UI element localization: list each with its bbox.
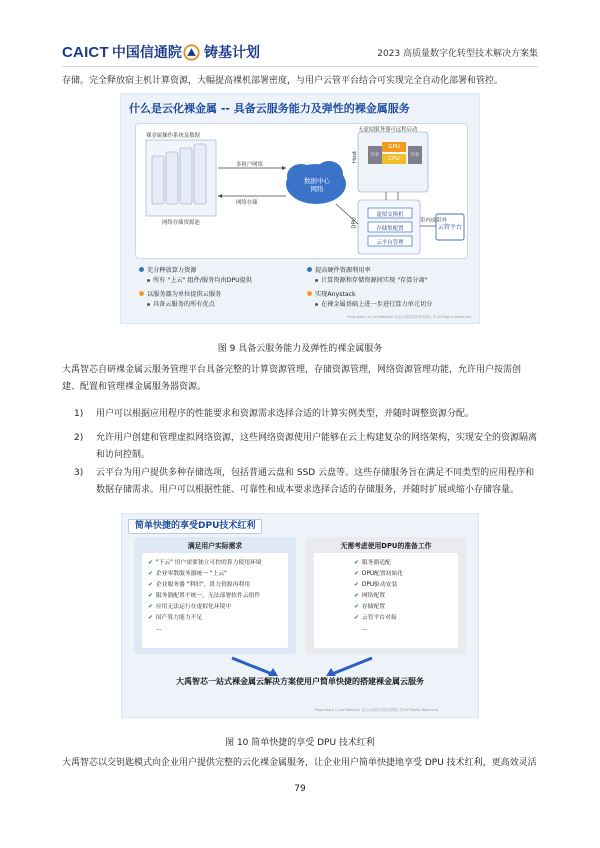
dpu-virtual-switch: 虚拟交换机 — [376, 212, 404, 218]
check-icon: ✔ — [148, 571, 153, 577]
label-host-remote-boot: 无虚拟服务器可远程启动 — [358, 127, 418, 133]
figure-10-left-column — [134, 537, 296, 654]
left-column-heading: 满足用户实际需求 — [187, 542, 243, 550]
zhuji-logo-text: 铸基计划 — [204, 45, 260, 61]
list-item: ✔ 网络配置 — [354, 593, 386, 599]
label-dpu: DPU — [351, 217, 358, 229]
intro-paragraph: 存储。完全释放宿主机计算资源，大幅提高裸机部署密度，与用户云管平台结合可实现完全自动化部署和管控。 — [62, 76, 504, 86]
label-dc-network: 数据中心网络 — [304, 177, 330, 193]
closing-paragraph: 大禹智芯以交钥匙模式向企业用户提供完整的云化裸金属服务，让企业用户简单快捷地享受 DPU 技术红利，更高效灵活 — [62, 758, 537, 768]
list-item: ✔ 企业零散服务器统一 "上云" — [148, 571, 227, 577]
list-item: ... — [156, 626, 162, 632]
figure-9-title: 什么是云化裸金属 -- 具备云服务能力及弹性的裸金属服务 — [129, 102, 410, 115]
document-title: 2023 高质量数字化转型技术解决方案集 — [377, 49, 538, 59]
list-item — [62, 406, 538, 423]
figure-10-caption: 图 10 简单快捷的享受 DPU 技术红利 — [225, 738, 375, 748]
list-item: ✔ DPU配置初始化 — [354, 571, 404, 577]
list-item — [62, 465, 538, 499]
chip-memory-right: 内存 — [410, 153, 420, 158]
label-net-storage: 网络存储 — [236, 200, 258, 206]
f9-bullet-left-3: 以服务器为单位提供云服务 — [139, 290, 221, 301]
figure-10-footnote: Proprietary & Confidential 北京大禹智芯科技有限公司 All Rights Reserved — [314, 708, 438, 712]
figure-9 — [120, 93, 480, 324]
check-icon: ✔ — [148, 560, 153, 566]
dpu-cloud-mgmt: 云平台管理 — [376, 240, 404, 246]
check-icon: ✔ — [148, 615, 153, 621]
list-item: ✔ DPU驱动安装 — [354, 582, 398, 588]
figure-9-footnote: Proprietary & Confidential 北京大禹智芯科技有限公司 All Rights Reserved — [347, 315, 471, 319]
label-bm-os: 裸金属操作系统及数据 — [146, 133, 200, 139]
figure-10 — [121, 513, 479, 718]
figure-9-caption: 图 9 具备云服务能力及弹性的裸金属服务 — [217, 344, 383, 354]
chip-gpu: GPU — [388, 144, 400, 150]
list-item: ✔ 国产算力能力不足 — [148, 615, 203, 621]
page-header — [0, 0, 600, 70]
check-icon: ✔ — [148, 593, 153, 599]
header-divider — [62, 66, 538, 67]
left-column-list — [142, 553, 288, 648]
chip-memory-left: 内存 — [370, 153, 380, 158]
list-item: ✔ "下云" 用户需要独立可控的算力使用环境 — [148, 560, 262, 566]
figure-10-title: 简单快捷的享受DPU技术红利 — [128, 519, 262, 534]
check-icon: ✔ — [354, 560, 359, 566]
list-item: ✔ 云管平台对接 — [354, 615, 397, 621]
platform-paragraph: 大禹智芯自研裸金属云服务管理平台具备完整的计算资源管理，存储资源管理，网络资源管理功能，允许用户按需创建、配置和管理裸金属服务器资源。 — [62, 365, 522, 392]
label-cloud-platform: 云管平台 — [438, 224, 463, 231]
list-item: ✔ 企业服务器 "利旧"，算力资源再利用 — [148, 582, 250, 588]
f9-bullet-right-3: 实现Anystack — [307, 290, 356, 301]
f9-bullet-right-1: 提高硬件资源利用率 — [307, 266, 371, 277]
list-item-number: 1) — [74, 409, 84, 419]
page-number: 79 — [294, 784, 306, 794]
caict-logo — [62, 42, 182, 62]
list-item-text: 用户可以根据应用程序的性能要求和资源需求选择合适的计算实例类型，并随时调整资源分配。 — [96, 409, 475, 419]
f9-bullet-left-4: 具备云服务的所有优点 — [147, 300, 215, 311]
check-icon: ✔ — [354, 593, 359, 599]
figure-9-diagram — [135, 123, 468, 259]
f9-bullet-right-2: 计算资源和存储资源间实现 "存算分离" — [315, 276, 428, 287]
zhuji-logo — [183, 42, 260, 62]
dpu-storage-config: 存储集配置 — [376, 226, 404, 232]
list-item: ✔ 服务器适配 — [354, 560, 391, 566]
f9-bullet-left-1: 充分释放算力资源 — [139, 266, 197, 277]
arrows-down-icon — [122, 654, 479, 678]
figure-10-banner: 大禹智芯一站式裸金属云解决方案使用户简单快捷的搭建裸金属云服务 — [176, 677, 424, 686]
zhuji-logo-icon — [183, 44, 200, 61]
check-icon: ✔ — [354, 604, 359, 610]
label-band-mgmt: 带内成带外 — [420, 218, 447, 224]
list-item-number: 3) — [74, 468, 84, 478]
label-storage-pool: 网络存储资源池 — [162, 220, 200, 226]
f9-bullet-left-2: 所有 "上云" 组件/服务均由DPU提供 — [147, 276, 252, 287]
f9-bullet-right-4: 在裸金属基础上进一步进行算力单元切分 — [315, 300, 432, 311]
caict-logo-text: CAICT — [62, 43, 109, 61]
list-item: ✔ 服务器配置不统一，无法部署软件云组件 — [148, 593, 261, 599]
figure-10-right-column — [306, 537, 466, 654]
list-item-text: 云平台为用户提供多种存储选项，包括普通云盘和 SSD 云盘等。这些存储服务旨在满足不同类型的应用程序和数据存储需求。用户可以根据性能、可靠性和成本要求选择合适的存储服务，并随时扩展或缩小存储容量。 — [96, 468, 535, 495]
right-column-heading: 无需考虑使用DPU的准备工作 — [340, 542, 432, 550]
list-item-text: 允许用户创建和管理虚拟网络资源，这些网络资源使用户能够在云上构建复杂的网络架构，实现安全的资源隔离和访问控制。 — [96, 433, 538, 460]
check-icon: ✔ — [354, 615, 359, 621]
check-icon: ✔ — [148, 582, 153, 588]
caict-logo-cn: 中国信通院 — [111, 45, 182, 61]
check-icon: ✔ — [354, 571, 359, 577]
list-item — [62, 430, 538, 464]
label-multi-tenant-net: 多租户网络 — [236, 162, 263, 168]
check-icon: ✔ — [148, 604, 153, 610]
check-icon: ✔ — [354, 582, 359, 588]
chip-cpu: CPU — [388, 156, 400, 162]
label-host: Host — [352, 150, 359, 164]
list-item: ✔ 应用无法运行在虚拟化环境中 — [148, 604, 232, 610]
right-column-list — [314, 553, 458, 648]
list-item: ✔ 存储配置 — [354, 604, 386, 610]
list-item: ... — [362, 626, 368, 632]
list-item-number: 2) — [74, 433, 84, 443]
